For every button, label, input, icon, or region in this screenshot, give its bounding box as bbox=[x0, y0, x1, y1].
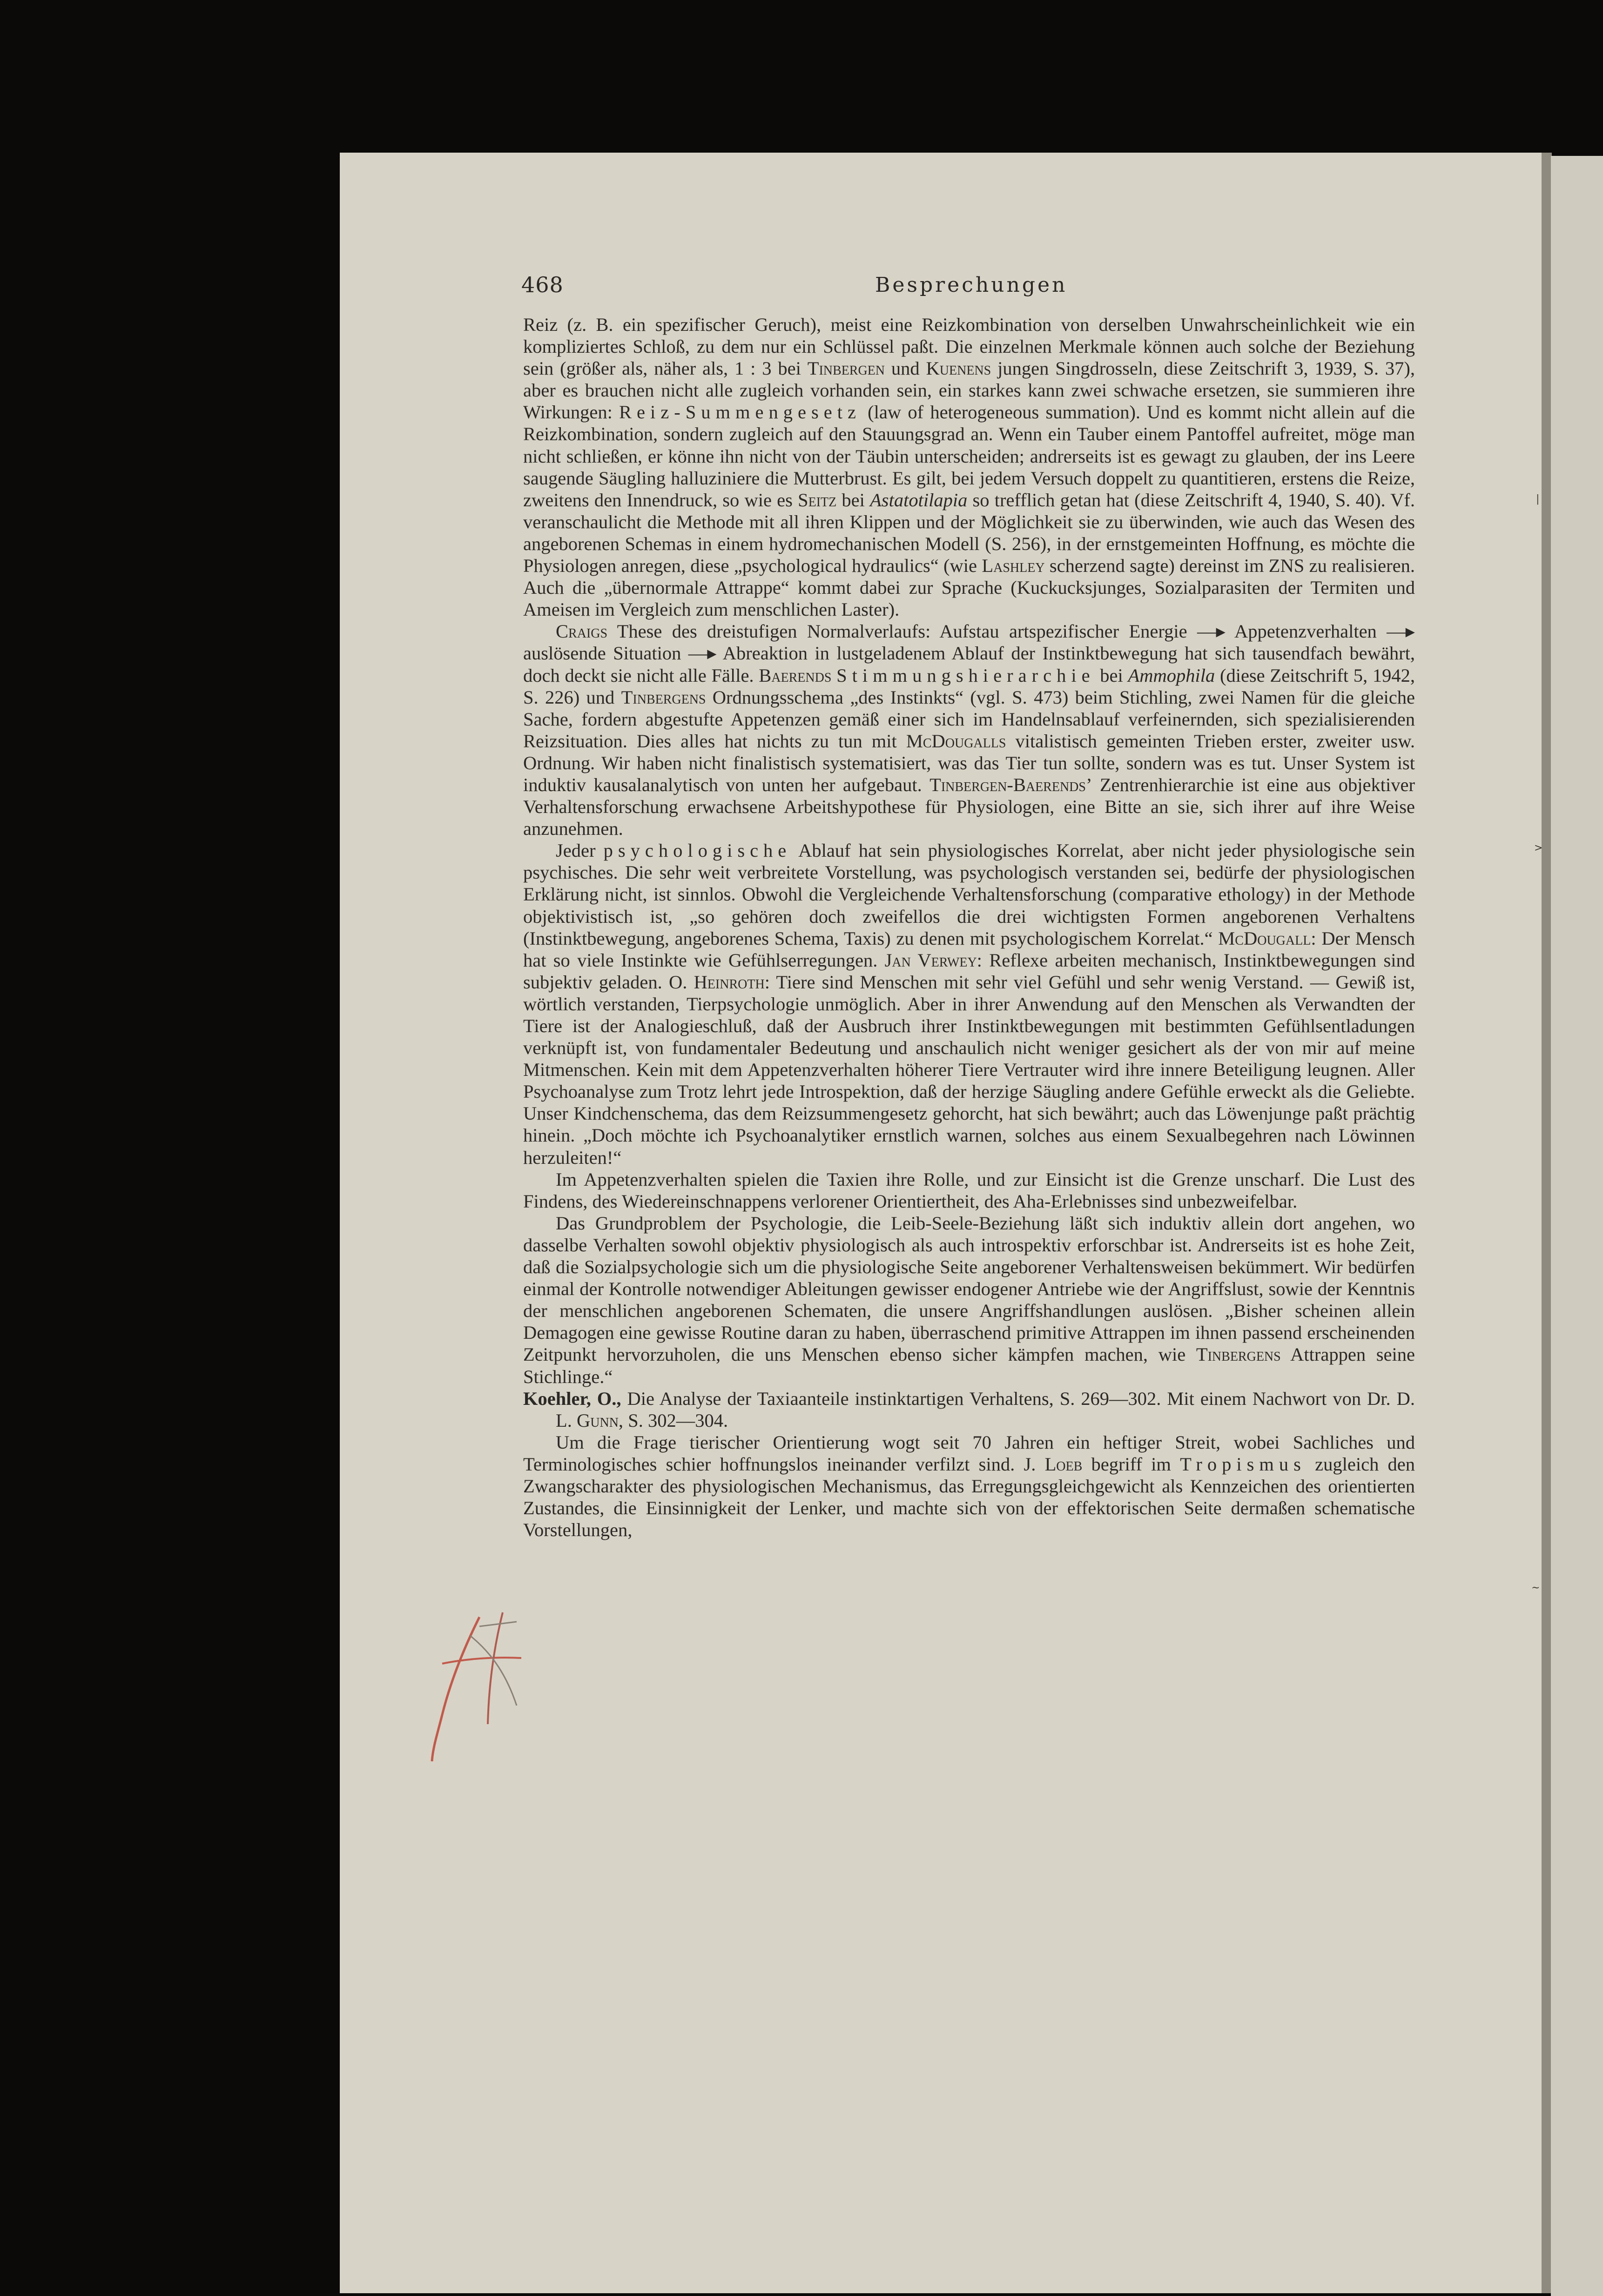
review-entry-heading bbox=[523, 1388, 1415, 1431]
text-run: zugleich den Zwangscharakter des physiologischen Mechanismus, das Erregungsgleichgewicht als Kennzeichen des orientierten Zustandes, die Einsinnigkeit der Lenker, und machte sich von der effektorischen Seite dermaßen schematische Vorstellungen, bbox=[523, 1453, 1415, 1541]
text-run bbox=[831, 665, 836, 686]
page-number: 468 bbox=[521, 272, 564, 297]
reviewed-author: Koehler, O., bbox=[523, 1388, 621, 1409]
section-title: Besprechungen bbox=[875, 273, 1068, 297]
body-text bbox=[523, 314, 1415, 1541]
page-gutter-shadow bbox=[1542, 153, 1552, 2293]
text-run: Attrappen seine Stichlinge.“ bbox=[523, 1344, 1415, 1387]
text-run: Ablauf hat sein physiologisches Korrelat, aber nicht jeder physiologische sein psychisches. Die sehr weit verbreitete Vorstellung, was psychologisch verstanden sei, bedürfe der physiologischen Erklärung nicht, ist sinnlos. Obwohl die Vergleichende Verhaltensforschung (comparative ethology) in der Methode objektivistisch ist, „so gehören doch zweifellos die drei wichtigsten Formen angeborenen Verhaltens (Instinktbewegung, angeborenes Schema, Taxis) zu denen mit psychologischem Korrelat.“ bbox=[523, 840, 1415, 949]
running-head bbox=[521, 272, 1396, 300]
handwritten-margin-mark bbox=[424, 1608, 535, 1766]
author-name: Seitz bbox=[798, 489, 837, 510]
spaced-term: psychologische bbox=[603, 840, 792, 861]
paragraph-4: Im Appetenzverhalten spielen die Taxien ihre Rolle, und zur Einsicht ist die Grenze unscharf. Die Lust des Findens, des Wiedereinschnappens verlorener Orientiertheit, des Aha-Erlebnisses sind unbezweifelbar. bbox=[523, 1168, 1415, 1212]
adjacent-page-edge bbox=[1551, 156, 1603, 2296]
author-name: Tinbergen-Baerends’ bbox=[929, 774, 1092, 795]
margin-tick-mark: ~ bbox=[1531, 1582, 1540, 1594]
author-name: McDougalls bbox=[906, 730, 1006, 752]
text-run: bei bbox=[1095, 665, 1128, 686]
text-run: Zentrenhierarchie ist eine aus objektiver Verhaltensforschung erwachsene Arbeitshypothese für Physiologen, eine Bitte an sie, sich ihrer auf ihre Weise anzunehmen. bbox=[523, 774, 1415, 839]
paragraph-3 bbox=[523, 839, 1415, 1168]
author-name: Loeb bbox=[1044, 1453, 1083, 1475]
spaced-term: Reiz-Summengesetz bbox=[619, 402, 861, 423]
text-run: und bbox=[885, 358, 926, 379]
text-run: jungen Singdrosseln, diese Zeitschrift 3, 1939, S. 37), aber es brauchen nicht alle zugleich vorhanden sein, ein starkes kann zwei schwache ersetzen, sie summieren ihre Wirkungen: bbox=[523, 358, 1415, 423]
author-name: Gunn bbox=[577, 1410, 619, 1431]
text-run: These des dreistufigen Normalverlaufs: Aufstau artspezifischer Energie —▸ Appetenzverhalten —▸ auslösende Situation —▸ Abreaktion in lustgeladenem Ablauf der Instinktbewegung hat sich tausendfach bewährt, doch deckt sie nicht alle Fälle. bbox=[523, 621, 1415, 686]
text-run: : Tiere sind Menschen mit sehr viel Gefühl und sehr wenig Verstand. — Gewiß ist, wörtlich verstanden, Tierpsychologie unmöglich. Aber in ihrer Anwendung auf den Menschen als Verwandten der Tiere ist der Analogieschluß, daß der Ausbruch ihrer Instinktbewegungen mit bestimmten Gefühlsentladungen verknüpft ist, von fundamentaler Bedeutung und anschaulich nicht weniger gesichert als der von mir auf meine Mitmenschen. Kein mit dem Appetenzverhalten höherer Tiere Vertrauter wird ihre innere Beteiligung leugnen. Aller Psychoanalyse zum Trotz lehrt jede Introspektion, daß der herzige Säugling andere Gefühle erweckt als die Geliebte. Unser Kindchenschema, das dem Reizsummengesetz gehorcht, hat sich bewährt; auch das Löwenjunge paßt prächtig hinein. „Doch möchte ich Psychoanalytiker ernstlich warnen, solches aus einem Sexualbegehren nach Löwinnen herzuleiten!“ bbox=[523, 971, 1415, 1168]
author-name: McDougall bbox=[1218, 927, 1311, 949]
author-name: Jan Verwey bbox=[884, 949, 977, 971]
paragraph-2 bbox=[523, 620, 1415, 839]
genus-name: Ammophila bbox=[1128, 665, 1215, 686]
margin-tick-mark: | bbox=[1536, 493, 1540, 505]
text-run: begriff im bbox=[1082, 1453, 1180, 1475]
spaced-term: Tropismus bbox=[1180, 1453, 1306, 1475]
text-run: Ordnungsschema „des Instinkts“ (vgl. S. 473) beim Stichling, zwei Namen für die gleiche Sache, fordern abgestufte Appetenzen gemäß einer sich im Handelnsablauf verfeinernden, sich spezialisierenden Reizsituation. Dies alles hat nichts zu tun mit bbox=[523, 686, 1415, 752]
text-run: (diese Zeitschrift 5, 1942, S. 226) und bbox=[523, 665, 1415, 708]
text-run: Die Analyse der Taxiaanteile instinktartigen Verhaltens, S. 269—302. Mit einem Nachwort von Dr. D. L. bbox=[556, 1388, 1415, 1431]
text-run: Jeder bbox=[556, 840, 604, 861]
text-run: Reiz (z. B. ein spezifischer Geruch), meist eine Reizkombination von derselben Unwahrscheinlichkeit wie ein kompliziertes Schloß, zu dem nur ein Schlüssel paßt. Die einzelnen Merkmale können auch solche der Beziehung sein (größer als, näher als, 1 : 3 bei bbox=[523, 314, 1415, 379]
paragraph-5 bbox=[523, 1212, 1415, 1388]
genus-name: Astatotilapia bbox=[870, 489, 968, 510]
text-run: : Der Mensch hat so viele Instinkte wie Gefühlserregungen. bbox=[523, 927, 1415, 971]
text-run: , S. 302—304. bbox=[618, 1410, 728, 1431]
text-run: so trefflich getan hat (diese Zeitschrift 4, 1940, S. 40). Vf. veranschaulicht die Methode mit all ihren Klippen und der Möglichkeit sie zu überwinden, wie auch das Wesen des angeborenen Schemas in einem hydromechanischen Modell (S. 256), in der ernstgemeinten Hoffnung, es möchte die Physiologen anregen, diese „psychological hydraulics“ (wie bbox=[523, 489, 1415, 577]
text-run: Das Grundproblem der Psychologie, die Leib-Seele-Beziehung läßt sich induktiv allein dort angehen, wo dasselbe Verhalten sowohl objektiv physiologisch als auch introspektiv erforschbar ist. Andrerseits ist es hohe Zeit, daß die Sozialpsychologie sich um die physiologische Seite angeborener Verhaltensweisen bekümmert. Wir bedürfen einmal der Kontrolle notwendiger Ableitungen gewisser endogener Antriebe wie der Angriffslust, sowie der Kenntnis der menschlichen angeborenen Schematen, die unsere Angriffshandlungen auslösen. „Bisher scheinen allein Demagogen eine gewisse Routine daran zu haben, überraschend primitive Attrappen im ihnen passend erscheinenden Zeitpunkt hervorzuholen, die uns Menschen ebenso sicher kämpfen machen, wie bbox=[523, 1212, 1415, 1365]
author-name: Craigs bbox=[556, 621, 608, 642]
text-run: (law of heterogeneous summation). Und es kommt nicht allein auf die Reizkombination, sondern zugleich auf den Stauungsgrad an. Wenn ein Tauber einem Pantoffel aufreitet, möge man nicht schließen, er könne ihn nicht von der Täubin unterscheiden; andrerseits ist es gewagt zu glauben, der ins Leere saugende Säugling halluziniere die Mutterbrust. Es gilt, bei jedem Versuch doppelt zu quantitieren, erstens die Reize, zweitens den Innendruck, so wie es bbox=[523, 402, 1415, 510]
author-name: Tinbergens bbox=[621, 686, 706, 708]
author-name: Baerends bbox=[759, 665, 832, 686]
author-name: Tinbergen bbox=[807, 358, 885, 379]
text-run: bei bbox=[836, 489, 870, 510]
text-run: : Reflexe arbeiten mechanisch, Instinktbewegungen sind subjektiv geladen. O. bbox=[523, 949, 1415, 993]
text-run: Um die Frage tierischer Orientierung wogt seit 70 Jahren ein heftiger Streit, wobei Sachliches und Terminologisches schier hoffnungslos ineinander verfilzt sind. J. bbox=[523, 1431, 1415, 1475]
paragraph-6 bbox=[523, 1431, 1415, 1541]
spaced-term: Stimmungshierarchie bbox=[836, 665, 1095, 686]
paragraph-1 bbox=[523, 314, 1415, 620]
author-name: Lashley bbox=[982, 555, 1045, 577]
text-run: scherzend sagte) dereinst im ZNS zu realisieren. Auch die „übernormale Attrappe“ kommt dabei zur Sprache (Kuckucksjunges, Sozialparasiten der Termiten und Ameisen im Vergleich zum menschlichen Laster). bbox=[523, 555, 1415, 620]
author-name: Kuenens bbox=[926, 358, 991, 379]
margin-tick-mark: > bbox=[1534, 842, 1543, 854]
text-run: vitalistisch gemeinten Trieben erster, zweiter usw. Ordnung. Wir haben nicht finalistisch systematisiert, was das Tier tun sollte, sondern was es tut. Unser System ist induktiv kausalanalytisch von unten her aufgebaut. bbox=[523, 730, 1415, 795]
author-name: Heinroth bbox=[694, 971, 765, 993]
author-name: Tinbergens bbox=[1196, 1344, 1281, 1365]
